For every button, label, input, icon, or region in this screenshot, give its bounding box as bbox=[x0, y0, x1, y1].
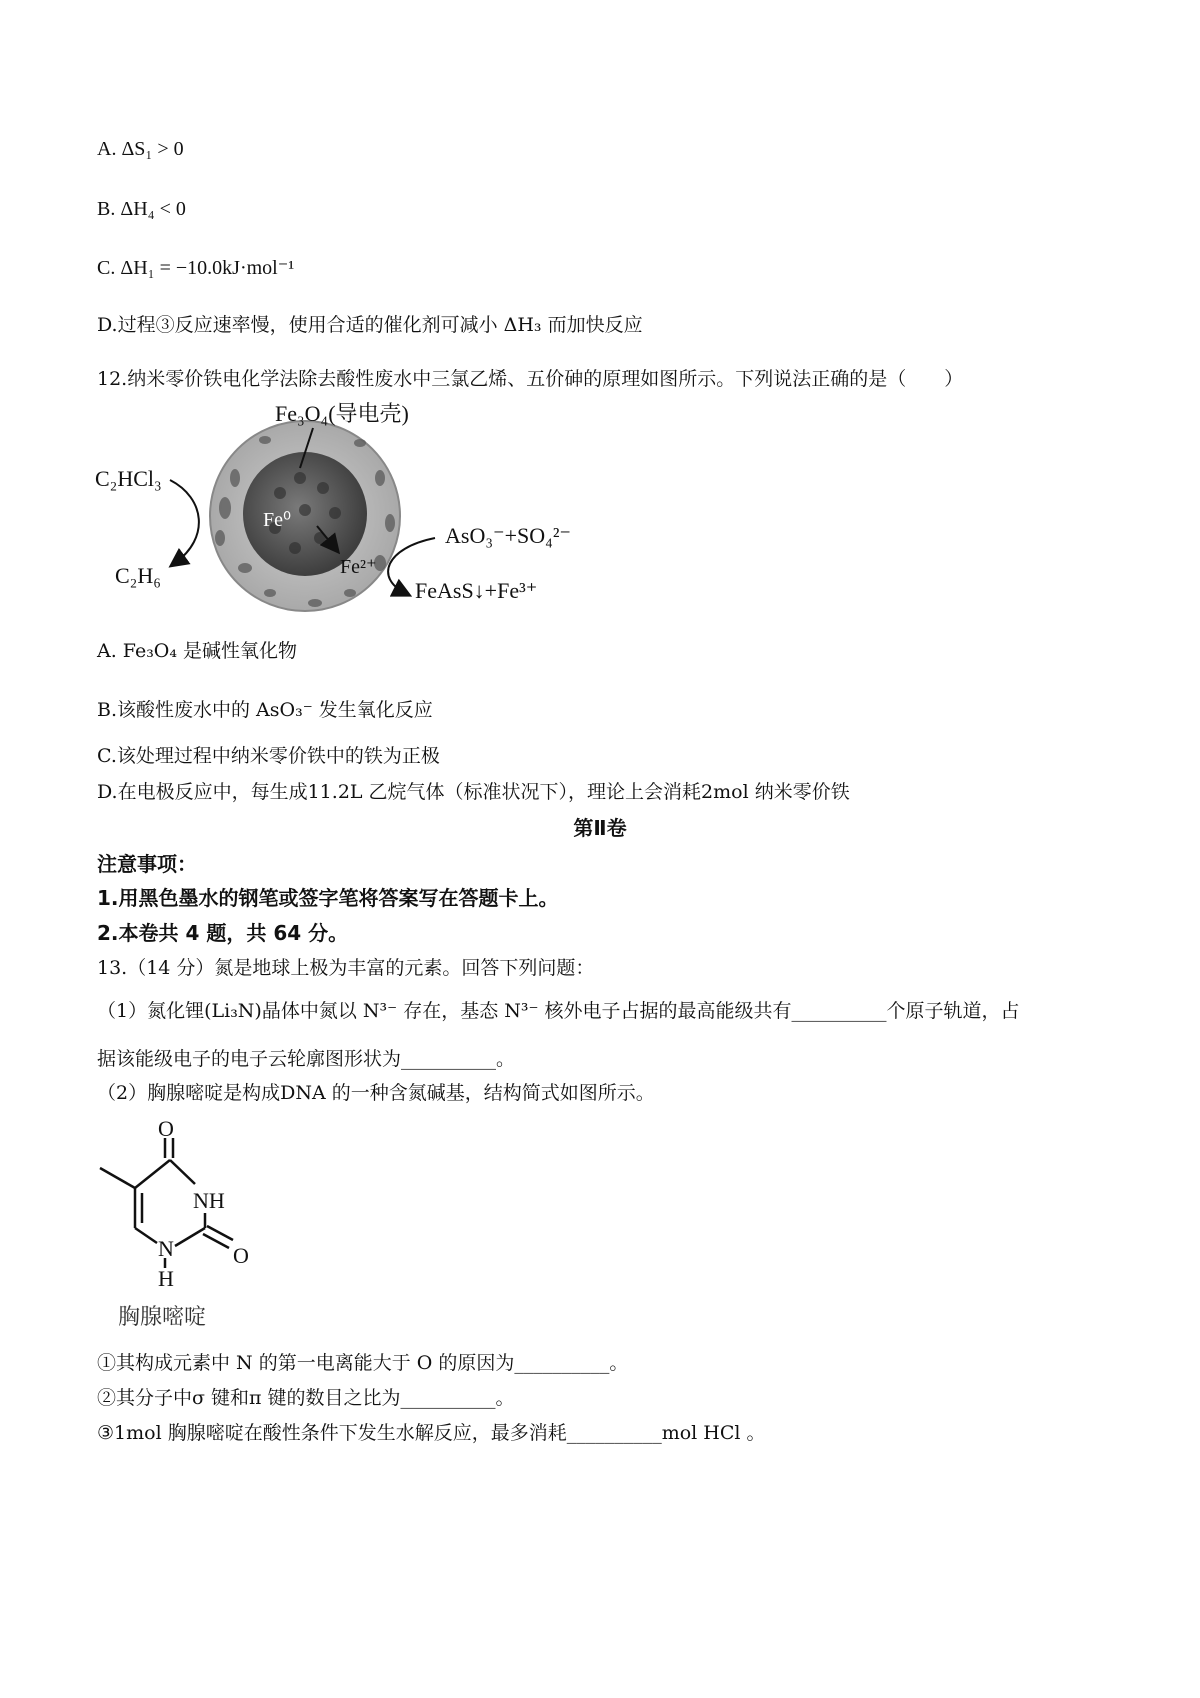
notice-2: 2.本卷共 4 题，共 64 分。 bbox=[97, 921, 349, 945]
nano-iron-diagram bbox=[95, 398, 655, 670]
q12-option-b: B.该酸性废水中的 AsO₃⁻ 发生氧化反应 bbox=[97, 699, 433, 721]
q13-sub1: ①其构成元素中 N 的第一电离能大于 O 的原因为__________。 bbox=[97, 1352, 629, 1374]
q13-sub3: ③1mol 胸腺嘧啶在酸性条件下发生水解反应，最多消耗__________mol HCl 。 bbox=[97, 1422, 766, 1444]
section-title: 第Ⅱ卷 bbox=[573, 816, 627, 840]
product-ethane: C₂H₆ bbox=[115, 563, 161, 588]
atom-n: N bbox=[158, 1236, 174, 1261]
q11-option-b: B. ΔH₄ < 0 bbox=[97, 198, 186, 220]
atom-o-top: O bbox=[158, 1118, 174, 1141]
q12-option-a: A. Fe₃O₄ 是碱性氧化物 bbox=[97, 640, 298, 662]
notice-title: 注意事项： bbox=[97, 852, 197, 876]
q12-stem: 12.纳米零价铁电化学法除去酸性废水中三氯乙烯、五价砷的原理如图所示。下列说法正确的是（ ） bbox=[97, 368, 964, 390]
core-label: Fe⁰ bbox=[263, 509, 292, 531]
thymine-structure bbox=[95, 1118, 275, 1328]
q13-sub2: ②其分子中σ 键和π 键的数目之比为__________。 bbox=[97, 1387, 515, 1409]
atom-h: H bbox=[158, 1266, 174, 1291]
atom-nh: NH bbox=[193, 1188, 225, 1213]
thymine-caption: 胸腺嘧啶 bbox=[118, 1305, 207, 1330]
q13-stem: 13.（14 分）氮是地球上极为丰富的元素。回答下列问题： bbox=[97, 957, 595, 979]
q11-option-a: A. ΔS₁ > 0 bbox=[97, 138, 184, 160]
q11-option-d: D.过程③反应速率慢，使用合适的催化剂可减小 ΔH₃ 而加快反应 bbox=[97, 314, 643, 336]
product-feass: FeAsS↓+Fe³⁺ bbox=[415, 578, 538, 603]
reactant-trichloroethylene: C₂HCl₃ bbox=[95, 466, 162, 491]
q11-option-c: C. ΔH₁ = −10.0kJ·mol⁻¹ bbox=[97, 257, 295, 279]
shell-label: Fe₃O₄(导电壳) bbox=[275, 401, 409, 426]
q13-part1-line1: （1）氮化锂(Li₃N)晶体中氮以 N³⁻ 存在，基态 N³⁻ 核外电子占据的最高能级共有__________个原子轨道，占 bbox=[97, 1000, 1020, 1022]
notice-1: 1.用黑色墨水的钢笔或签字笔将答案写在答题卡上。 bbox=[97, 886, 559, 910]
q13-part1-line2: 据该能级电子的电子云轮廓图形状为__________。 bbox=[97, 1048, 516, 1070]
fe2-label: Fe²⁺ bbox=[340, 556, 377, 578]
atom-o-right: O bbox=[233, 1243, 249, 1268]
reactant-arsenite-sulfate: AsO₃⁻+SO₄²⁻ bbox=[445, 523, 572, 548]
q13-part2: （2）胸腺嘧啶是构成DNA 的一种含氮碱基，结构简式如图所示。 bbox=[97, 1082, 655, 1104]
q12-option-d: D.在电极反应中，每生成11.2L 乙烷气体（标准状况下），理论上会消耗2mol 纳米零价铁 bbox=[97, 781, 850, 803]
q12-option-c: C.该处理过程中纳米零价铁中的铁为正极 bbox=[97, 745, 440, 767]
